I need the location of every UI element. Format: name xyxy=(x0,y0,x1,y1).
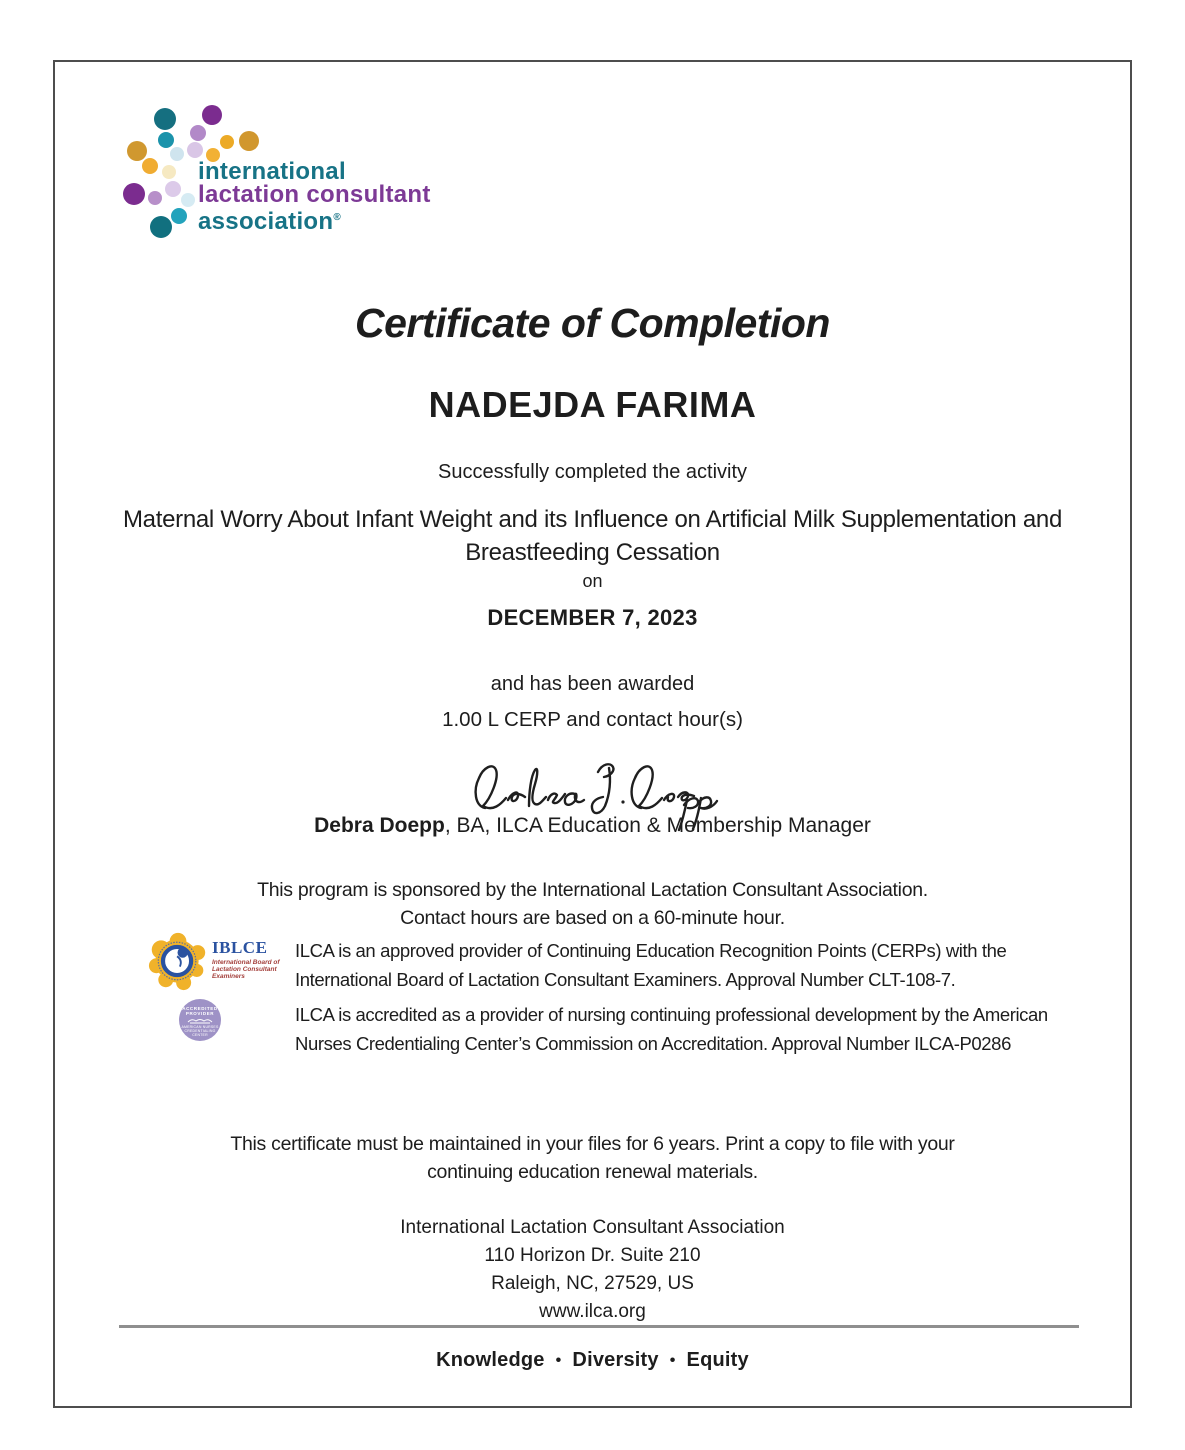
certificate-page xyxy=(53,60,1132,1408)
signer-name: Debra Doepp xyxy=(314,814,445,837)
footer-divider xyxy=(119,1325,1079,1328)
ancc-accreditation-line-1: ILCA is accredited as a provider of nursing continuing professional development by the American xyxy=(295,1004,1048,1025)
footer-bullet-1: • xyxy=(555,1352,562,1369)
logo-dot xyxy=(142,158,158,174)
iblce-logo xyxy=(148,930,308,994)
logo-dot xyxy=(158,132,174,148)
logo-dot xyxy=(171,208,187,224)
logo-dot xyxy=(170,147,184,161)
registered-mark: ® xyxy=(333,212,342,223)
footer-motto xyxy=(55,1349,1130,1372)
footer-word-1: Knowledge xyxy=(436,1349,545,1371)
logo-dot xyxy=(190,125,206,141)
maintenance-line-2: continuing education renewal materials. xyxy=(427,1161,758,1183)
ancc-accreditation-line-2: Nurses Credentialing Center’s Commission on Accreditation. Approval Number ILCA-P0286 xyxy=(295,1033,1011,1054)
ilca-logo-wordmark xyxy=(198,160,431,233)
logo-line-1: international xyxy=(198,158,346,185)
address-city: Raleigh, NC, 27529, US xyxy=(491,1273,694,1294)
address-block xyxy=(55,1214,1130,1326)
logo-dot xyxy=(187,142,203,158)
logo-dot xyxy=(150,216,172,238)
signer-credentials: , BA, ILCA Education & Membership Manager xyxy=(444,814,871,837)
logo-dot xyxy=(127,141,147,161)
logo-line-2: lactation consultant xyxy=(198,181,431,208)
ancc-badge-line-4: CREDENTIALING CENTER xyxy=(184,1029,216,1037)
logo-dot xyxy=(148,191,162,205)
logo-dot xyxy=(202,105,222,125)
ancc-badge-line-1: ACCREDITED xyxy=(182,1006,218,1011)
logo-dot xyxy=(162,165,176,179)
maintenance-note xyxy=(55,1130,1130,1186)
sponsor-line-1: This program is sponsored by the International Lactation Consultant Association. xyxy=(257,879,928,901)
iblce-seal-icon xyxy=(148,930,208,992)
maintenance-line-1: This certificate must be maintained in your files for 6 years. Print a copy to file with your xyxy=(230,1133,955,1155)
ancc-accreditation-text xyxy=(295,1000,1125,1058)
iblce-approval-line-2: International Board of Lactation Consultant Examiners. Approval Number CLT-108-7. xyxy=(295,969,956,990)
activity-title: Maternal Worry About Infant Weight and its Influence on Artificial Milk Supplementation and Breastfeeding Cessation xyxy=(122,506,1062,566)
ilca-logo xyxy=(115,98,535,268)
completion-date: DECEMBER 7, 2023 xyxy=(487,605,698,630)
completed-label: Successfully completed the activity xyxy=(437,461,748,483)
ancc-badge-line-2: PROVIDER xyxy=(185,1011,215,1016)
address-street: 110 Horizon Dr. Suite 210 xyxy=(484,1245,701,1266)
address-org: International Lactation Consultant Association xyxy=(400,1217,785,1238)
logo-dot xyxy=(154,108,176,130)
award-value: 1.00 L CERP and contact hour(s) xyxy=(442,708,743,731)
iblce-approval-line-1: ILCA is an approved provider of Continuing Education Recognition Points (CERPs) with the xyxy=(295,940,1007,961)
footer-word-2: Diversity xyxy=(572,1349,659,1371)
logo-line-3: association® xyxy=(198,208,342,235)
ancc-wing-icon xyxy=(187,1018,213,1024)
recipient-name: NADEJDA FARIMA xyxy=(428,384,757,425)
awarded-label: and has been awarded xyxy=(490,673,695,695)
certificate-title: Certificate of Completion xyxy=(355,300,830,346)
logo-dot xyxy=(220,135,234,149)
address-website: www.ilca.org xyxy=(539,1301,646,1322)
on-label: on xyxy=(582,571,603,591)
iblce-subtext: International Board of Lactation Consultant Examiners xyxy=(212,959,280,980)
signer-line xyxy=(55,814,1130,838)
logo-dot xyxy=(181,193,195,207)
footer-bullet-2: • xyxy=(669,1352,676,1369)
logo-dot xyxy=(165,181,181,197)
ancc-badge-line-3: AMERICAN NURSES xyxy=(181,1025,219,1029)
sponsor-line-2: Contact hours are based on a 60-minute hour. xyxy=(400,907,785,929)
logo-dot xyxy=(123,183,145,205)
iblce-wordmark: IBLCE xyxy=(212,938,268,957)
logo-dot xyxy=(239,131,259,151)
sponsor-text xyxy=(55,876,1130,932)
ancc-accredited-provider-badge xyxy=(179,999,221,1041)
iblce-approval-text xyxy=(295,936,1125,994)
footer-word-3: Equity xyxy=(686,1349,749,1371)
